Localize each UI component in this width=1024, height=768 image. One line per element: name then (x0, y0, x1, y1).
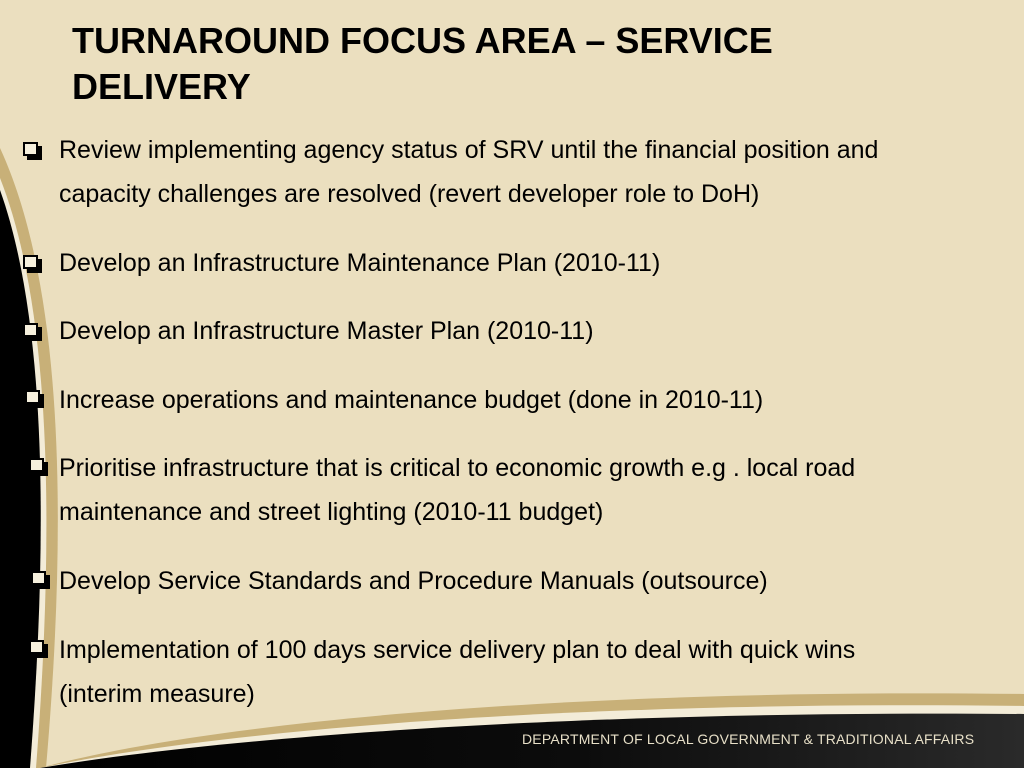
square-bullet-icon (31, 571, 46, 585)
bullet-line: Prioritise infrastructure that is critical to economic growth e.g . local road (59, 454, 856, 482)
square-bullet-icon (29, 458, 44, 472)
bullet-line: Develop an Infrastructure Master Plan (2010-11) (59, 317, 594, 345)
slide-title-line-2: DELIVERY (72, 66, 251, 107)
slide-title-line-1: TURNAROUND FOCUS AREA – SERVICE (72, 20, 773, 61)
bullet-line: (interim measure) (59, 680, 255, 708)
slide-title (72, 18, 972, 110)
square-bullet-icon (23, 323, 38, 337)
bullet-line: capacity challenges are resolved (revert developer role to DoH) (59, 180, 760, 208)
bullet-line: maintenance and street lighting (2010-11 budget) (59, 498, 604, 526)
bullet-line: Increase operations and maintenance budget (done in 2010-11) (59, 386, 764, 414)
bullet-line: Develop Service Standards and Procedure Manuals (outsource) (59, 567, 768, 595)
square-bullet-icon (29, 640, 44, 654)
bullet-line: Implementation of 100 days service delivery plan to deal with quick wins (59, 636, 856, 664)
square-bullet-icon (25, 390, 40, 404)
square-bullet-icon (23, 142, 38, 156)
square-bullet-icon (23, 255, 38, 269)
footer-department-name: DEPARTMENT OF LOCAL GOVERNMENT & TRADITIONAL AFFAIRS (522, 731, 975, 747)
bullet-line: Review implementing agency status of SRV until the financial position and (59, 136, 879, 164)
bullet-line: Develop an Infrastructure Maintenance Plan (2010-11) (59, 249, 661, 277)
